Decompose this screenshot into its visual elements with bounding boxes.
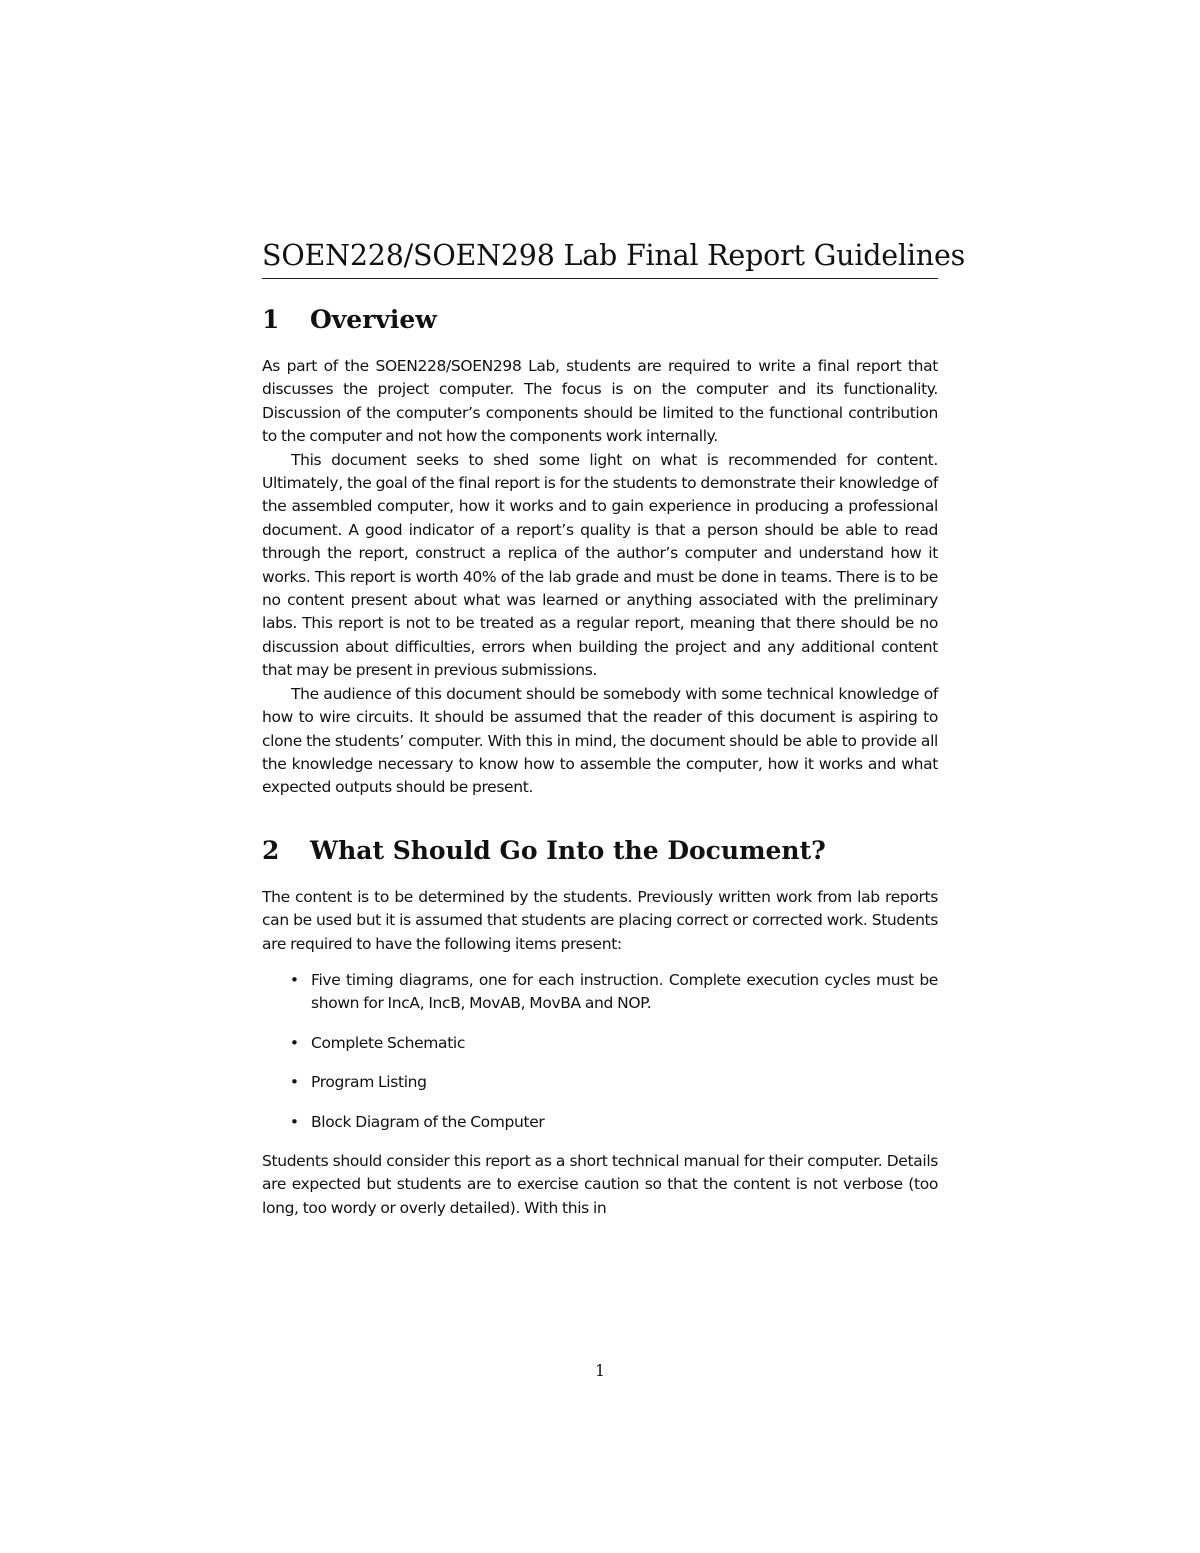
overview-paragraph-2: This document seeks to shed some light on what is recommended for content. Ultimately, the goal of the final report is for the students to demonstrate their knowledge of the assembled computer, how it works and to gain experience in producing a professional document. A good indicator of a report’s quality is that a person should be able to read through the report, construct a replica of the author’s computer and understand how it works. This report is worth 40% of the lab grade and must be done in teams. There is to be no content present about what was learned or anything associated with the preliminary labs. This report is not to be treated as a regular report, meaning that there should be no discussion about difficulties, errors when building the project and any additional content that may be present in previous submissions. (262, 450, 938, 680)
section-heading-overview (262, 303, 938, 337)
list-item (262, 1032, 938, 1055)
page-number: 1 (595, 1362, 605, 1380)
section-number: 1 (262, 305, 280, 334)
bullet-icon: • (289, 970, 299, 989)
list-item-text: Complete Schematic (311, 1033, 466, 1052)
list-item-text: Program Listing (311, 1073, 427, 1092)
bullet-icon: • (289, 1033, 299, 1052)
section-number: 2 (262, 835, 280, 865)
section-title: What Should Go Into the Document? (310, 835, 826, 865)
overview-paragraph-1: As part of the SOEN228/SOEN298 Lab, students are required to write a final report that discusses the project computer. The focus is on the computer and its functionality. Discussion of the computer’s components should be limited to the functional contribution to the computer and not how the components work internally. (262, 357, 938, 446)
list-item-text: Five timing diagrams, one for each instruction. Complete execution cycles must be shown for IncA, IncB, MovAB, MovBA and NOP. (311, 970, 938, 1013)
list-item (262, 1111, 938, 1134)
overview-paragraph-3: The audience of this document should be somebody with some technical knowledge of how to wire circuits. It should be assumed that the reader of this document is aspiring to clone the students’ computer. With this in mind, the document should be able to provide all the knowledge necessary to know how to assemble the computer, how it works and what expected outputs should be present. (262, 684, 938, 797)
document-title: SOEN228/SOEN298 Lab Final Report Guidelines (262, 236, 938, 279)
section-title: Overview (310, 305, 437, 334)
contents-intro-paragraph: The content is to be determined by the students. Previously written work from lab reports can be used but it is assumed that students are placing correct or corrected work. Students are required to have the following items present: (262, 887, 938, 953)
contents-closing-paragraph: Students should consider this report as a short technical manual for their computer. Details are expected but students are to exercise caution so that the content is not verbose (too long, too wordy or overly detailed). With this in (262, 1151, 938, 1217)
section-heading-contents (262, 834, 938, 868)
bullet-icon: • (289, 1073, 299, 1092)
bullet-icon: • (289, 1112, 299, 1131)
list-item (262, 969, 938, 1016)
list-item (262, 1071, 938, 1094)
list-item-text: Block Diagram of the Computer (311, 1112, 545, 1131)
document-page (262, 236, 966, 1220)
required-items-list (262, 969, 938, 1134)
